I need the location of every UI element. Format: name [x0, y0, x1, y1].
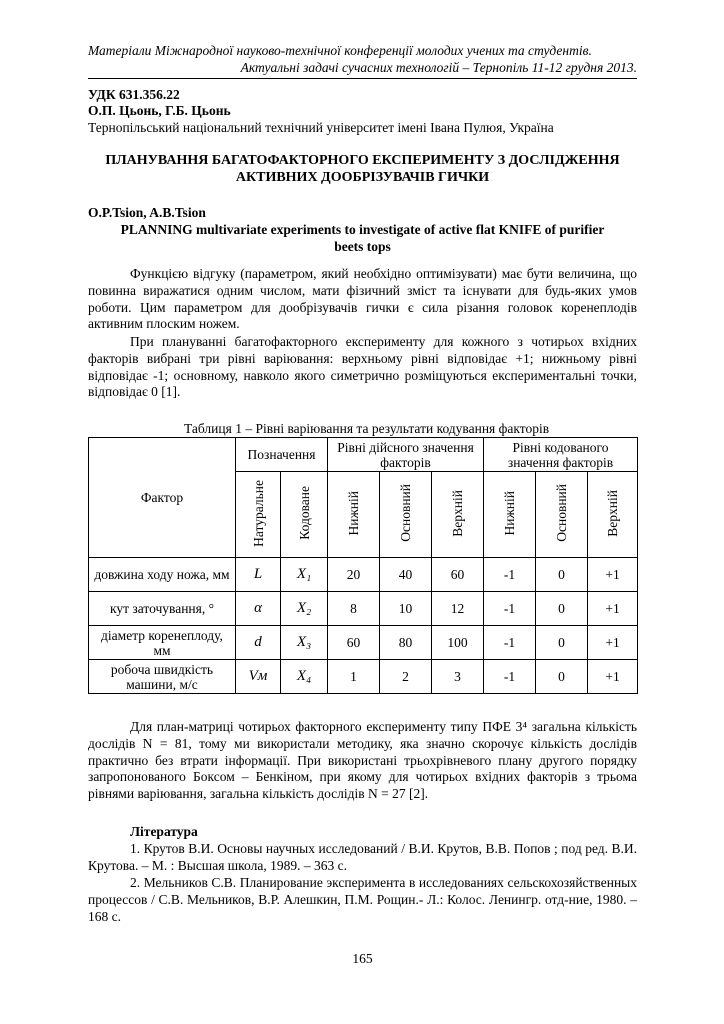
table-row: [89, 558, 638, 592]
cell-coded: X₄: [281, 660, 328, 694]
header-coded: [281, 472, 328, 558]
cell-factor: робоча швидкість машини, м/с: [89, 660, 236, 694]
header-actual-low: [328, 472, 380, 558]
cell-base: 80: [380, 626, 432, 660]
header-coded-base-label: Основний: [554, 484, 570, 542]
cell-coded-low: -1: [484, 626, 536, 660]
cell-low: 20: [328, 558, 380, 592]
cell-coded-low: -1: [484, 592, 536, 626]
header-coded-low: [484, 472, 536, 558]
reference-1: 1. Крутов В.И. Основы научных исследований / В.И. Крутов, В.В. Попов ; под ред. В.И. Крутова. – М. : Высшая школа, 1989. – 363 с.: [88, 841, 637, 873]
cell-natural: Vм: [236, 660, 281, 694]
english-title-line2: beets tops: [334, 239, 391, 254]
running-header-line1: Матеріали Міжнародної науково-технічної конференції молодих учених та студентів.: [88, 43, 592, 58]
cell-coded-low: -1: [484, 558, 536, 592]
header-coded-low-label: Нижній: [502, 490, 518, 536]
english-authors: O.P.Tsion, A.B.Tsion: [88, 205, 206, 220]
cell-natural: α: [236, 592, 281, 626]
paragraph-1: Функцією відгуку (параметром, який необхідно оптимізувати) має бути величина, що повинна виражатися одним числом, мати фізичний зміст та існувати для будь-яких умов роботи. Цим параметром для дообрізувачів гички є сила різання головок коренеплодів активним плоским ножем.: [88, 266, 637, 332]
reference-2: 2. Мельников С.В. Планирование эксперимента в исследованиях сельскохозяйственных процессов / С.В. Мельников, В.Р. Алешкин, П.М. Рощин.- Л.: Колос. Ленингр. отд-ние, 1980. – 168 с.: [88, 875, 637, 924]
paragraph-2: При плануванні багатофакторного експерименту для кожного з чотирьох вхідних факторів вибрані три рівні варіювання: верхньому рівні відповідає +1; нижньому рівні відповідає -1; основному, навколо якого симетрично розміщуються експериментальні точки, відповідає 0 [1].: [88, 334, 637, 400]
cell-high: 3: [432, 660, 484, 694]
header-designation: Позначення: [236, 438, 328, 472]
header-natural: [236, 472, 281, 558]
paper-title-line1: ПЛАНУВАННЯ БАГАТОФАКТОРНОГО ЕКСПЕРИМЕНТУ З ДОСЛІДЖЕННЯ: [105, 153, 620, 168]
affiliation: Тернопільський національний технічний університет імені Івана Пулюя, Україна: [88, 120, 554, 135]
english-title: [88, 221, 637, 255]
cell-coded-base: 0: [536, 558, 588, 592]
cell-low: 8: [328, 592, 380, 626]
header-actual-low-label: Нижній: [346, 490, 362, 536]
cell-base: 10: [380, 592, 432, 626]
table-caption: Таблиця 1 – Рівні варіювання та результати кодування факторів: [184, 421, 550, 436]
paragraph-3: Для план-матриці чотирьох факторного експерименту типу ПФЕ 3⁴ загальна кількість дослідів N = 81, тому ми використали методику, яка значно скорочує кількість дослідів практично без втрати інформації. При використані трьохрівневого плану другого порядку запропонованого Боксом – Бенкіном, при якому для чотирьох вхідних факторів з трьома рівнями варіювання, загальна кількість дослідів N = 27 [2].: [88, 719, 637, 802]
authors: О.П. Цьонь, Г.Б. Цьонь: [88, 103, 231, 118]
cell-factor: довжина ходу ножа, мм: [89, 558, 236, 592]
literature-heading: Література: [130, 824, 198, 839]
cell-high: 60: [432, 558, 484, 592]
header-actual-levels: Рівні дійсного значення факторів: [328, 438, 484, 472]
header-coded-high-label: Верхній: [605, 489, 621, 537]
cell-base: 2: [380, 660, 432, 694]
cell-coded: X₁: [281, 558, 328, 592]
cell-coded-high: +1: [588, 660, 638, 694]
cell-coded-high: +1: [588, 626, 638, 660]
cell-coded-high: +1: [588, 558, 638, 592]
factors-table: [88, 437, 638, 694]
paper-title: [88, 152, 637, 186]
cell-high: 12: [432, 592, 484, 626]
cell-natural: d: [236, 626, 281, 660]
page-number: 165: [352, 951, 373, 966]
header-actual-high-label: Верхній: [450, 489, 466, 537]
udk-code: УДК 631.356.22: [88, 87, 180, 102]
header-actual-high: [432, 472, 484, 558]
header-coded-high: [588, 472, 638, 558]
table-row: [89, 626, 638, 660]
cell-base: 40: [380, 558, 432, 592]
running-header-line2: Актуальні задачі сучасних технологій – Тернопіль 11-12 грудня 2013.: [240, 60, 637, 75]
cell-coded: X₂: [281, 592, 328, 626]
cell-high: 100: [432, 626, 484, 660]
cell-low: 1: [328, 660, 380, 694]
table-row: [89, 592, 638, 626]
cell-coded-low: -1: [484, 660, 536, 694]
paper-title-line2: АКТИВНИХ ДООБРІЗУВАЧІВ ГИЧКИ: [235, 170, 490, 185]
header-factor: Фактор: [89, 438, 236, 558]
header-coded-label: Кодоване: [296, 486, 312, 540]
cell-factor: діаметр коренеплоду, мм: [89, 626, 236, 660]
header-natural-label: Натуральне: [250, 479, 266, 547]
header-coded-levels: Рівні кодованого значення факторів: [484, 438, 638, 472]
header-rule: [88, 78, 637, 79]
cell-coded-base: 0: [536, 626, 588, 660]
cell-factor: кут заточування, °: [89, 592, 236, 626]
cell-low: 60: [328, 626, 380, 660]
cell-coded-high: +1: [588, 592, 638, 626]
english-title-line1: PLANNING multivariate experiments to investigate of active flat KNIFE of purifier: [120, 222, 605, 237]
cell-natural: L: [236, 558, 281, 592]
header-actual-base: [380, 472, 432, 558]
header-coded-base: [536, 472, 588, 558]
table-row: [89, 660, 638, 694]
cell-coded-base: 0: [536, 660, 588, 694]
cell-coded: X₃: [281, 626, 328, 660]
cell-coded-base: 0: [536, 592, 588, 626]
header-actual-base-label: Основний: [398, 484, 414, 542]
